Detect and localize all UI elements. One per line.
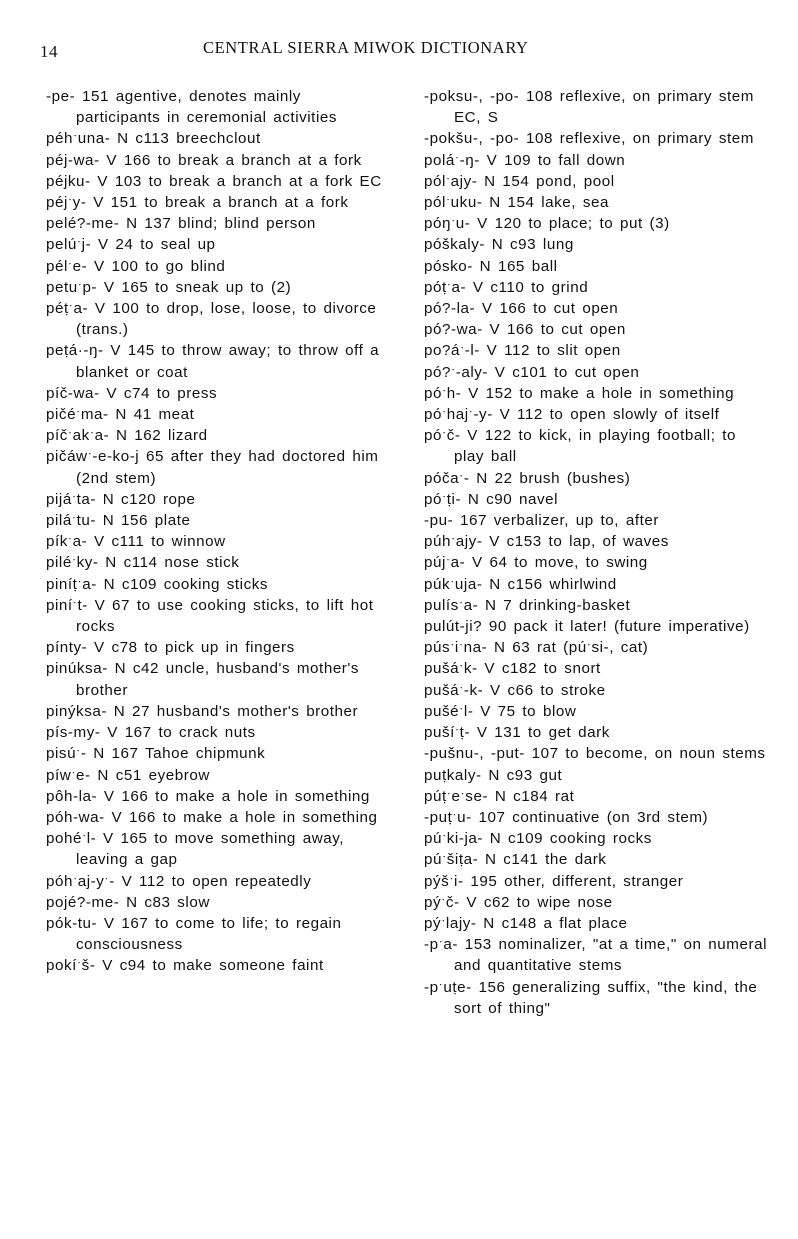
dictionary-entry: púṭˑeˑse- N c184 rat bbox=[424, 787, 575, 805]
dictionary-entry: -pu- 167 verbalizer, up to, after bbox=[424, 512, 659, 530]
dictionary-entry: piláˑtu- N 156 plate bbox=[46, 512, 191, 530]
dictionary-entry: piléˑky- N c114 nose stick bbox=[46, 554, 240, 572]
dictionary-entry: -pušnu-, -put- 107 to become, on noun stems bbox=[424, 745, 766, 763]
dictionary-entry: pínty- V c78 to pick up in fingers bbox=[46, 639, 295, 657]
dictionary-entry: púˑšiṭa- N c141 the dark bbox=[424, 851, 607, 869]
dictionary-entry: pók-tu- V 167 to come to life; to regain consciousness bbox=[46, 914, 342, 954]
dictionary-entry: pó?-wa- V 166 to cut open bbox=[424, 321, 626, 339]
dictionary-entry: pelé?-me- N 137 blind; blind person bbox=[46, 215, 316, 233]
page-number: 14 bbox=[40, 42, 58, 61]
dictionary-entry: pulút-ji? 90 pack it later! (future imperative) bbox=[424, 618, 750, 636]
running-head-title: CENTRAL SIERRA MIWOK DICTIONARY bbox=[203, 38, 529, 57]
dictionary-entry: púkˑuja- N c156 whirlwind bbox=[424, 575, 617, 593]
dictionary-entry: piníˑt- V 67 to use cooking sticks, to lift hot rocks bbox=[46, 596, 374, 636]
dictionary-entry: póˑṭi- N c90 navel bbox=[424, 490, 559, 508]
dictionary-entry: píč-wa- V c74 to press bbox=[46, 384, 218, 402]
dictionary-entry: puṭkaly- N c93 gut bbox=[424, 766, 563, 784]
dictionary-entry: péjˑy- V 151 to break a branch at a fork bbox=[46, 194, 349, 212]
dictionary-entry: pušíˑṭ- V 131 to get dark bbox=[424, 724, 610, 742]
dictionary-entry: pélˑe- V 100 to go blind bbox=[46, 257, 226, 275]
dictionary-entry: póˑč- V 122 to kick, in playing football; to play ball bbox=[424, 427, 737, 466]
dictionary-entry: -pˑuṭe- 156 generalizing suffix, "the kind, the sort of thing" bbox=[424, 978, 758, 1017]
dictionary-entry: píčˑakˑa- N 162 lizard bbox=[46, 427, 208, 445]
dictionary-entry: -pˑa- 153 nominalizer, "at a time," on numeral and quantitative stems bbox=[424, 936, 768, 975]
dictionary-entry: pičáwˑ-e-ko-j 65 after they had doctored him (2nd stem) bbox=[46, 448, 379, 487]
dictionary-entry: pohéˑl- V 165 to move something away, leaving a gap bbox=[46, 830, 344, 869]
dictionary-entry: péj-wa- V 166 to break a branch at a fork bbox=[46, 151, 362, 169]
dictionary-entry: póˑh- V 152 to make a hole in something bbox=[424, 384, 735, 402]
dictionary-entry: pís-my- V 167 to crack nuts bbox=[46, 724, 256, 742]
dictionary-entry: po?áˑ-l- V 112 to slit open bbox=[424, 342, 621, 360]
dictionary-entry: pušáˑ-k- V c66 to stroke bbox=[424, 681, 606, 699]
dictionary-entry: pijáˑta- N c120 rope bbox=[46, 490, 196, 508]
dictionary-entry: pólˑajy- N 154 pond, pool bbox=[424, 172, 615, 190]
dictionary-entry: pokíˑš- V c94 to make someone faint bbox=[46, 957, 324, 975]
dictionary-entry: poláˑ-ŋ- V 109 to fall down bbox=[424, 151, 626, 169]
dictionary-entry: píwˑe- N c51 eyebrow bbox=[46, 766, 210, 784]
dictionary-entry: -poksu-, -po- 108 reflexive, on primary stem EC, S bbox=[424, 88, 754, 127]
dictionary-entry: pó?ˑ-aly- V c101 to cut open bbox=[424, 363, 640, 381]
dictionary-entry: pisúˑ- N 167 Tahoe chipmunk bbox=[46, 745, 266, 763]
right-column bbox=[424, 86, 769, 1019]
dictionary-entry: púsˑiˑna- N 63 rat (púˑsi-, cat) bbox=[424, 639, 649, 657]
dictionary-entry: pôh-la- V 166 to make a hole in something bbox=[46, 787, 370, 805]
dictionary-entry: pýˑč- V c62 to wipe nose bbox=[424, 893, 613, 911]
dictionary-entry: pýˑlajy- N c148 a flat place bbox=[424, 914, 628, 932]
dictionary-entry: pýšˑi- 195 other, different, stranger bbox=[424, 872, 684, 890]
dictionary-entry: pojé?-me- N c83 slow bbox=[46, 893, 210, 911]
dictionary-entry: péṭˑa- V 100 to drop, lose, loose, to divorce (trans.) bbox=[46, 300, 377, 339]
dictionary-entry: petuˑp- V 165 to sneak up to (2) bbox=[46, 278, 292, 296]
dictionary-entry: piníṭˑa- N c109 cooking sticks bbox=[46, 575, 269, 593]
dictionary-entry: póŋˑu- V 120 to place; to put (3) bbox=[424, 215, 670, 233]
dictionary-entry: pušáˑk- V c182 to snort bbox=[424, 660, 601, 678]
dictionary-entry: póˑhajˑ-y- V 112 to open slowly of itself bbox=[424, 406, 720, 424]
dictionary-entry: púˑki-ja- N c109 cooking rocks bbox=[424, 830, 652, 848]
dictionary-entry: póškaly- N c93 lung bbox=[424, 236, 574, 254]
dictionary-entry: póhˑaj-yˑ- V 112 to open repeatedly bbox=[46, 872, 312, 890]
left-column bbox=[46, 86, 391, 977]
dictionary-entry: póčaˑ- N 22 brush (bushes) bbox=[424, 469, 631, 487]
dictionary-entry: peṭá·-ŋ- V 145 to throw away; to throw off a blanket or coat bbox=[46, 342, 380, 381]
dictionary-entry: pó?-la- V 166 to cut open bbox=[424, 300, 619, 318]
dictionary-entry: pósko- N 165 ball bbox=[424, 257, 558, 275]
dictionary-entry: pelúˑj- V 24 to seal up bbox=[46, 236, 216, 254]
dictionary-entry: pólˑuku- N 154 lake, sea bbox=[424, 194, 609, 212]
dictionary-entry: -pokšu-, -po- 108 reflexive, on primary stem bbox=[424, 130, 754, 148]
dictionary-entry: pújˑa- V 64 to move, to swing bbox=[424, 554, 648, 572]
dictionary-entry: póṭˑa- V c110 to grind bbox=[424, 278, 589, 296]
dictionary-entry: póh-wa- V 166 to make a hole in something bbox=[46, 808, 378, 826]
dictionary-entry: péhˑuna- N c113 breechclout bbox=[46, 130, 261, 148]
dictionary-entry: péjku- V 103 to break a branch at a fork EC bbox=[46, 172, 382, 190]
dictionary-entry: píkˑa- V c111 to winnow bbox=[46, 533, 226, 551]
dictionary-entry: pušéˑl- V 75 to blow bbox=[424, 702, 577, 720]
dictionary-entry: púhˑajy- V c153 to lap, of waves bbox=[424, 533, 669, 551]
dictionary-entry: pinúksa- N c42 uncle, husband's mother's brother bbox=[46, 660, 360, 699]
dictionary-entry: pičéˑma- N 41 meat bbox=[46, 406, 195, 424]
dictionary-entry: -pe- 151 agentive, denotes mainly participants in ceremonial activities bbox=[46, 88, 338, 127]
dictionary-entry: pulísˑa- N 7 drinking-basket bbox=[424, 596, 631, 614]
dictionary-entry: -puṭˑu- 107 continuative (on 3rd stem) bbox=[424, 808, 709, 826]
dictionary-entry: pinýksa- N 27 husband's mother's brother bbox=[46, 702, 359, 720]
